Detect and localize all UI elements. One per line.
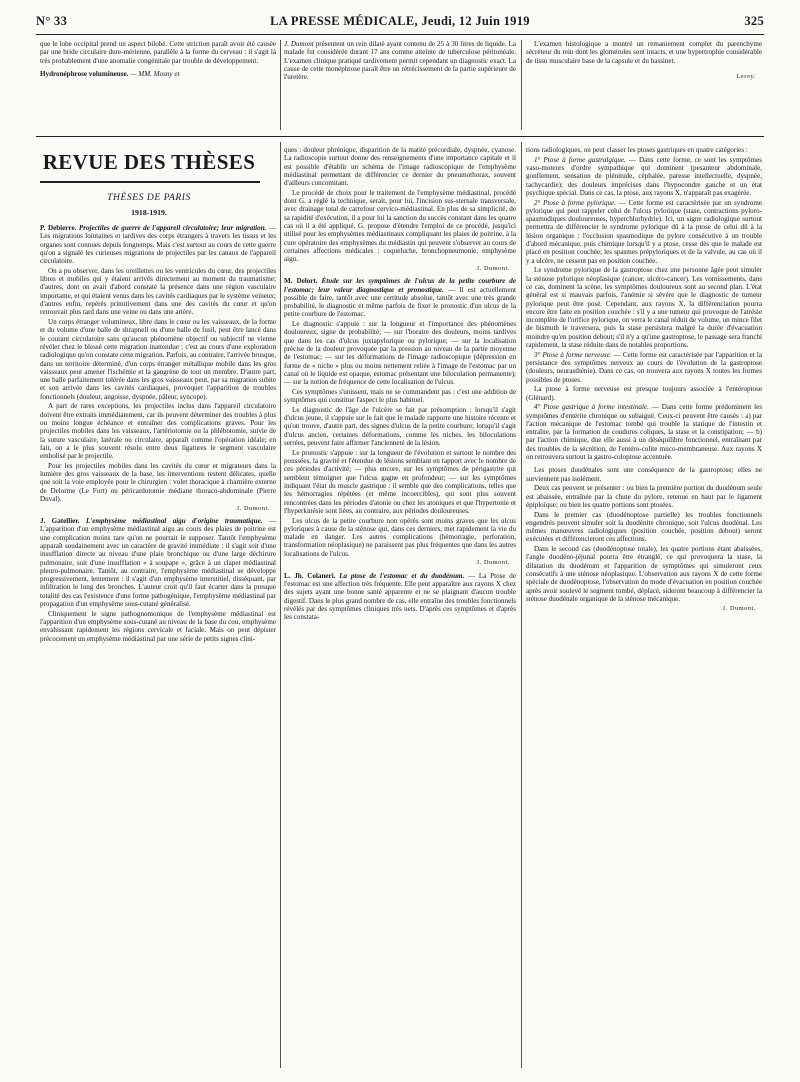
paragraph: Ces symptômes s'unissent, mais ne se commandent pas : c'est une addition de symptômes qui constitue l'aspect le plus habituel. [284,387,516,405]
category-lead: 1° Ptose à forme gastralgique. [534,155,626,164]
top-column-2 [284,40,516,134]
paragraph: ques : douleur phrénique, disparition de la matité précordiale, dyspnée, cyanose. La radioscopie surtout donne des renseignements d'une importance capitale et il est possible d'établir un schéma de l'image radioscopique de l'emphysème médiastinal permettant de différencier ce dernier du pneumothorax, souvent d'ailleurs concomitant. [284,146,516,188]
thesis-title: La ptose de l'estomac et du duodénum. [339,571,465,580]
paragraph: Le procédé de choix pour le traitement de l'emphysème médiastinal, procédé dont G. a réglé la technique, serait, pour lui, l'incision sus-sternale transversale, avec drainage total de carrefour cervico-médiastinal. En plus de sa simplicité, de sa rapidité d'exécution, il a pour lui la sanction du succès constant dans les quatre cas où il a été appliqué. G. propose d'étendre l'emploi de ce procédé, jusqu'ici utilisé pour les emphysèmes médiastinaux compliquant les plaies de poitrine, à la cure opératoire des emphysèmes du médiastin qui peuvent s'observer au cours de certaines affections médicales : coqueluche, bronchopneumonie, emphysème aigu. [284,188,516,264]
thesis-author: J. Gatellier. [40,517,80,526]
paragraph-text: — Dans cette forme prédominent les symptômes d'entérite chronique ou subaiguë. Ceux-ci peuvent être causés : a) par l'action mécanique de l'estomac tombé qui trouble la statique de l'intestin et entraîne, par la formation de coudures coliques, la stase et la constipation; — b) par l'action chimique, due elle aussi à un déséquilibre fonctionnel, entraînant par des troubles de la sécrétion, de l'entéro-colite muco-membraneuse. Aux rayons X on retrouvera surtout la gastro-coloptose accentuée. [526,403,762,462]
section-divider [36,136,764,137]
column-rule [521,142,522,1068]
paragraph: Deux cas peuvent se présenter : ou bien la première portion du duodénum seule est abaissée, entraînée par la chute du pylore, retenue en haut par le ligament épiploïque; ou bien les quatre portions sont ptosées. [526,484,762,509]
author: J. Dumont [284,40,314,48]
thesis-title: Projectiles de guerre de l'appareil circulatoire; leur migration. [78,224,267,232]
thesis-title: L'emphysème médiastinal aigu d'origine traumatique. [85,517,263,526]
report-title: Hydronéphrose volumineuse. [40,69,129,78]
paragraph: Cliniquement le signe pathognomonique de l'emphysème médiastinal est l'apparition d'un emphysème sous-cutané au niveau de la base du cou, emphysème envahissant rapidement les régions cervicale et faciale. Mais on peut dépister précocement un emphysème médiastinal par une série de petits signes clini- [40,609,276,643]
paragraph: Le pronostic s'appuie : sur la longueur de l'évolution et surtout le nombre des poussées, la gravité et l'étendue de lésions semblant en rapport avec le nombre de ces périodes d'activité; — plus encore, sur les symptômes de périgastrite qui semblent témoigner que l'ulcus gagne en profondeur; — sur les symptômes indiquant l'état du muscle gastrique : il semble que des complications, telles que les hémorragies répétées (et même incoercibles), qui sont plus souvent rencontrées dans les périodes d'atonie ou chez les atoniques et que l'hypertonie et l'hyperkinésie sont liées, au contraire, aux périodes douloureuses. [284,448,516,515]
paragraph: Le diagnostic s'appuie : sur la longueur et l'importance des phénomènes douloureux, signe de probabilité; — sur l'horaire des douleurs, moins tardives que dans les cas d'ulcus juxtapylorique ou pylorique; — sur la localisation précise de la douleur provoquée par la pression au niveau de la partie moyenne de l'estomac; — sur les déformations de l'image radioscopique (dépression en forme de « niche » plus ou moins nettement reliée à l'image de l'estomac par un canal où le liquide est opaque, estomac présentant une biloculation permanente); — sur la notion de fréquence de cette localisation de l'ulcus. [284,320,516,387]
paragraph-text: — Il est actuellement possible de faire, tantôt avec une certitude absolue, tantôt avec une très grande probabilité, le diagnostic et même parfois de fixer le pronostic d'un ulcus de la petite courbure de l'estomac. [284,285,516,319]
paragraph [526,156,762,197]
signature: J. Dumont. [476,264,510,272]
paragraph [526,351,762,384]
column-rule [280,142,281,1068]
paragraph: que le lobe occipital prend un aspect bilobé. Cette striction paraît avoir été causée par une bride circulaire dure-mérienne, parallèle à la forme du cerveau : il s'agit là très probablement d'une anomalie congénitale par trouble de développement. [40,40,276,65]
body-column-3 [526,146,762,1072]
thesis-author: L. Jh. Colaneri. [284,571,336,580]
paragraph: Pour les projectiles mobiles dans les cavités du cœur et migrateurs dans la lumière des gros vaisseaux de la base, les interventions restent délicates, quelle que soit la voie employée pour le chirurgien : volet thoracique à charnière externe de Delorme (Le Fort) ou péricardotomie médiane thoraco-abdominale (Pierre Duval). [40,461,276,504]
paragraph: Les ptoses duodénales sont une conséquence de la gastroptose; elles ne surviennent pas isolément. [526,466,762,483]
top-column-3 [526,40,762,134]
report-authors: — MM. Mosny et [130,69,180,78]
thesis-title: Étude sur les symptômes de l'ulcus de la petite courbure de l'estomac; leur valeur diagnostique et pronostique. [284,277,516,294]
section-title: REVUE DES THÈSES [42,150,256,174]
body-column-2 [284,146,516,1072]
signature: J. Dumont. [236,504,270,512]
paragraph: L'examen histologique a montré un remaniement complet du parenchyme sécréteur du rein dont les glomérules sont intacts, et une hypertrophie considérable de tissu musculaire base de la capsule et du bassinet. [526,40,762,65]
section-subtitle: THÈSES DE PARIS [107,193,191,203]
thesis-entry [40,517,276,608]
thesis-entry [284,277,516,318]
thesis-entry [284,572,516,622]
category-lead: 4° Ptose gastrique à forme intestinale. [534,403,649,412]
paragraph: Un corps étranger volumineux, libre dans le cœur ou les vaisseaux, de la forme et du volume d'une balle de shrapnell ou d'une balle de fusil, peut être lancé dans le courant circulatoire sans qu'aucun phénomène objectif ou subjectif ne vienne révéler chez le blessé cette migration inattendue : c'est au cours d'une exploration radiologique qu'on constate cette migration. Parfois, au contraire, l'arrivée brusque, dans un territoire déterminé, d'un corps étranger métallique mobile dans les gros vaisseaux peut amener l'ischémie et la gangrène de tout un membre. D'autre part, une balle parfaitement tolérée dans les gros vaisseaux peut, par sa migration subite et son arrivée dans les cavités cardiaques, provoquer l'apparition de troubles fonctionnels (douleur, angoisse, dyspnée, pâleur, syncope). [40,318,276,401]
signature: Leroy. [736,72,756,80]
signature: J. Dumont. [722,604,756,612]
column-rule [280,40,281,130]
paragraph: A part de rares exceptions, les projectiles inclus dans l'appareil circulatoire doivent être extraits immédiatement, car ils peuvent déterminer des troubles à plus ou moins longue échéance et entraîner des complications graves. Pour les projectiles mobiles dans les vaisseaux, l'artériotomie ou la phlébotomie, suivie de la suture vasculaire, latérale ou circulaire, apparaît comme l'opération idéale; en fait, on a le plus souvent résolu entre deux ligatures le segment vasculaire embolisé par le projectile. [40,402,276,461]
paragraph: Le syndrome pylorique de la gastroptose chez une personne âgée peut simuler la sténose pylorique néoplasique (cancer, ulcéro-cancer). Les vomissements, dans ce cas, dominent la scène, les symptômes douloureux sont au second plan. L'état général est si mauvais parfois, l'anémie si sévère que le diagnostic de tumeur pylorique peut être posé. Cependant, aux rayons X, la différenciation pourra encore être faite en position couchée : s'il y a une tumeur qui provoque de l'atrésie incomplète de l'orifice pylorique, on verra le canal réduit de volume, un mince filet de bismuth le traversera, puis la stase persistera malgré la durée d'évacuation moindre qu'en position debout; s'il n'y a qu'une gastroptose, le passage sera franchi rapidement, la stase réduite dans de notables proportions. [526,266,762,349]
issue-number: N° 33 [36,14,68,28]
thesis-author: M. Delort. [284,277,318,286]
paragraph [284,40,516,81]
paragraph [40,70,276,78]
paragraph: Les ulcus de la petite courbure non opérés sont moins graves que les ulcus pyloriques à cause de la sténose qui, dans ces derniers, met rapidement la vie du malade en danger. Les autres complications (hémorragie, perforation, transformation néoplasique) ne paraissent pas plus fréquentes que dans les autres localisations de l'ulcus. [284,516,516,558]
body-column-1 [40,224,276,1072]
thesis-author: P. Debierre. [40,224,77,232]
paragraph-text: — La Ptose de l'estomac est une affection très fréquente. Elle peut apparaître aux rayons X chez des sujets ayant une bonne santé apparente et ne se plaignant d'aucun trouble digestif. Dans le plus grand nombre de cas, elle entraîne des troubles fonctionnels révélés par des symptômes cliniques très nets. D'après ces symptômes et d'après les constata- [284,571,516,622]
category-lead: 3° Ptose à forme nerveuse. [534,350,612,359]
signature: J. Dumont. [476,559,510,567]
page-header [36,14,764,34]
paragraph: Le diagnostic de l'âge de l'ulcère se fait par présomption : lorsqu'il s'agit d'ulcus jeune, il s'appuie sur le fait que le malade rapporte une histoire récente et qu'on trouve, d'autre part, des signes d'ulcus de la petite courbure; lorsqu'il s'agit d'ulcus ancien, certaines déformations, comme les niches, les biloculations serrées, peuvent faire affirmer l'ancienneté de la lésion. [284,405,516,448]
top-column-1 [40,40,276,134]
paragraph [526,199,762,265]
paragraph-text: — Dans cette forme, ce sont les symptômes vaso-moteurs d'ordre sympathique qui dominent (pesanteur abdominale, gonflement, sensation de plénitude, céphalée, paresse intellectuelle, dyspnée, tachycardie); des douleurs imprécises dans l'hypocondre gauche et un état psychique spécial. Dans ce cas, la ptose, aux rayons X, n'apparaît pas exagérée. [526,155,762,197]
section-years: 1918-1919. [131,208,167,217]
paragraph: On a pu observer, dans les oreillettes ou les ventricules du cœur, des projectiles libres et mobiles qui y étaient arrivés directement au moment du traumatisme; d'autres, dont on avait d'abord constaté la présence dans une région vasculaire importante, et qui étaient venus dans les cavités cardiaques par le système veineux; d'autres enfin, repérés primitivement dans une des cavités du cœur et qu'on retrouvait plus tard dans une veine ou dans une artère. [40,266,276,317]
paragraph: tions radiologiques, on peut classer les ptoses gastriques en quatre catégories : [526,146,748,154]
paragraph [526,403,762,461]
paragraph: Dans le second cas (duodénoptose totale), les quatre portions étant abaissées, l'angle duodéno-jéjunal pourra être étranglé, ce qui provoquera la stase, la dilatation du duodénum et l'apparition de symptômes qui simuleront ceux consécutifs à une sténose néoplasique. L'observation aux rayons X de cette forme spéciale de duodénoptose, l'observation du mode d'évacuation en position couchée après avoir soulevé le segment tombé, déplacé, sideront beaucoup à différencier la sténose duodénale organique de la sténose mécanique. [526,545,762,603]
paragraph-text: — Cette forme est caractérisée par un syndrome pylorique qui peut rappeler celui de l'ulcus pylorique (stase, contractions pyloro-spasmodiques douloureuses, hyperchlorhydrie). Ici, un signe radiologique surtout permettra de différencier le syndrome pylorique dû à la ptose de celui dû à la lésion organique : l'occlusion spasmodique du pylore consécutive à un trouble d'abord mécanique, puis chimique lorsqu'il y a ptose, cesse dès que le malade est placé en position couchée; les spasmes prépyloriques et de la valvule, au cas où il y a ulcère, ne cessent pas en position couchée. [526,198,762,265]
paragraph: La ptose à forme nerveuse est presque toujours associée à l'entéroptose (Glénard). [526,385,762,402]
title-rule [40,181,260,183]
paragraph-text: — Cette forme est caractérisée par l'apparition et la persistance des symptômes nerveux au cours de l'évolution de la gastroptose (douleurs, neurasthénie). Dans ce cas, on trouvera aux rayons X toutes les formes possibles de ptoses. [526,350,762,384]
header-rule [36,34,764,35]
paragraph-text: — L'apparition d'un emphysème médiastinal aigu au cours des plaies de poitrine est une complication moins rare qu'on ne pourrait le supposer. Tantôt l'emphysème apparaît soudainement avec un caractère de gravité immédiate : il s'agit soit d'une insufflation directe au niveau d'une plaie bronchique ou d'une large déchirure pulmonaire, soit d'une insufflation « à soupape », grâce à un clapet médiastinal pleuro-pulmonaire. Tantôt, au contraire, l'emphysème médiastinal se développe progressivement, lentement : il s'agit d'un emphysème interstitiel, disséquant, par infiltration le long des bronches. L'auteur croit qu'il faut écarter dans la presque totalité des cas l'existence d'une forme pathogénique, l'emphysème médiastinal par propagation d'un emphysème sous-cutané généralisé. [40,517,276,609]
column-rule [521,40,522,130]
paragraph-text: présentent un rein dilaté ayant contenu de 25 à 30 litres de liquide. La malade fut considérée durant 17 ans comme atteinte de tuberculose péritonéale. L'examen clinique pratiqué tardivement permit cependant un diagnostic exact. La cause de cette monéphrose paraît être un rétrécissement de la partie supérieure de l'uretère. [284,40,516,82]
paragraph-text: — Les migrations lointaines et tardives des corps étrangers à travers les tissus et les organes sont connues depuis longtemps. Mais c'est surtout au cours de cette guerre qu'on a signalé les curieuses migrations de projectiles par les canaux de l'appareil circulatoire. [40,224,276,266]
paragraph: Dans le premier cas (duodénoptose partielle) les troubles fonctionnels engendrés peuvent simuler soit la duodénite chronique, soit l'ulcus duodénal. Les mêmes manœuvres radiologiques (position couchée, position debout) seront exécutées et différencieront ces affections. [526,510,762,544]
thesis-entry [40,224,276,265]
page-number: 325 [744,14,764,28]
category-lead: 2° Ptose à forme pylorique. [534,198,616,207]
journal-title: LA PRESSE MÉDICALE, Jeudi, 12 Juin 1919 [270,14,530,28]
